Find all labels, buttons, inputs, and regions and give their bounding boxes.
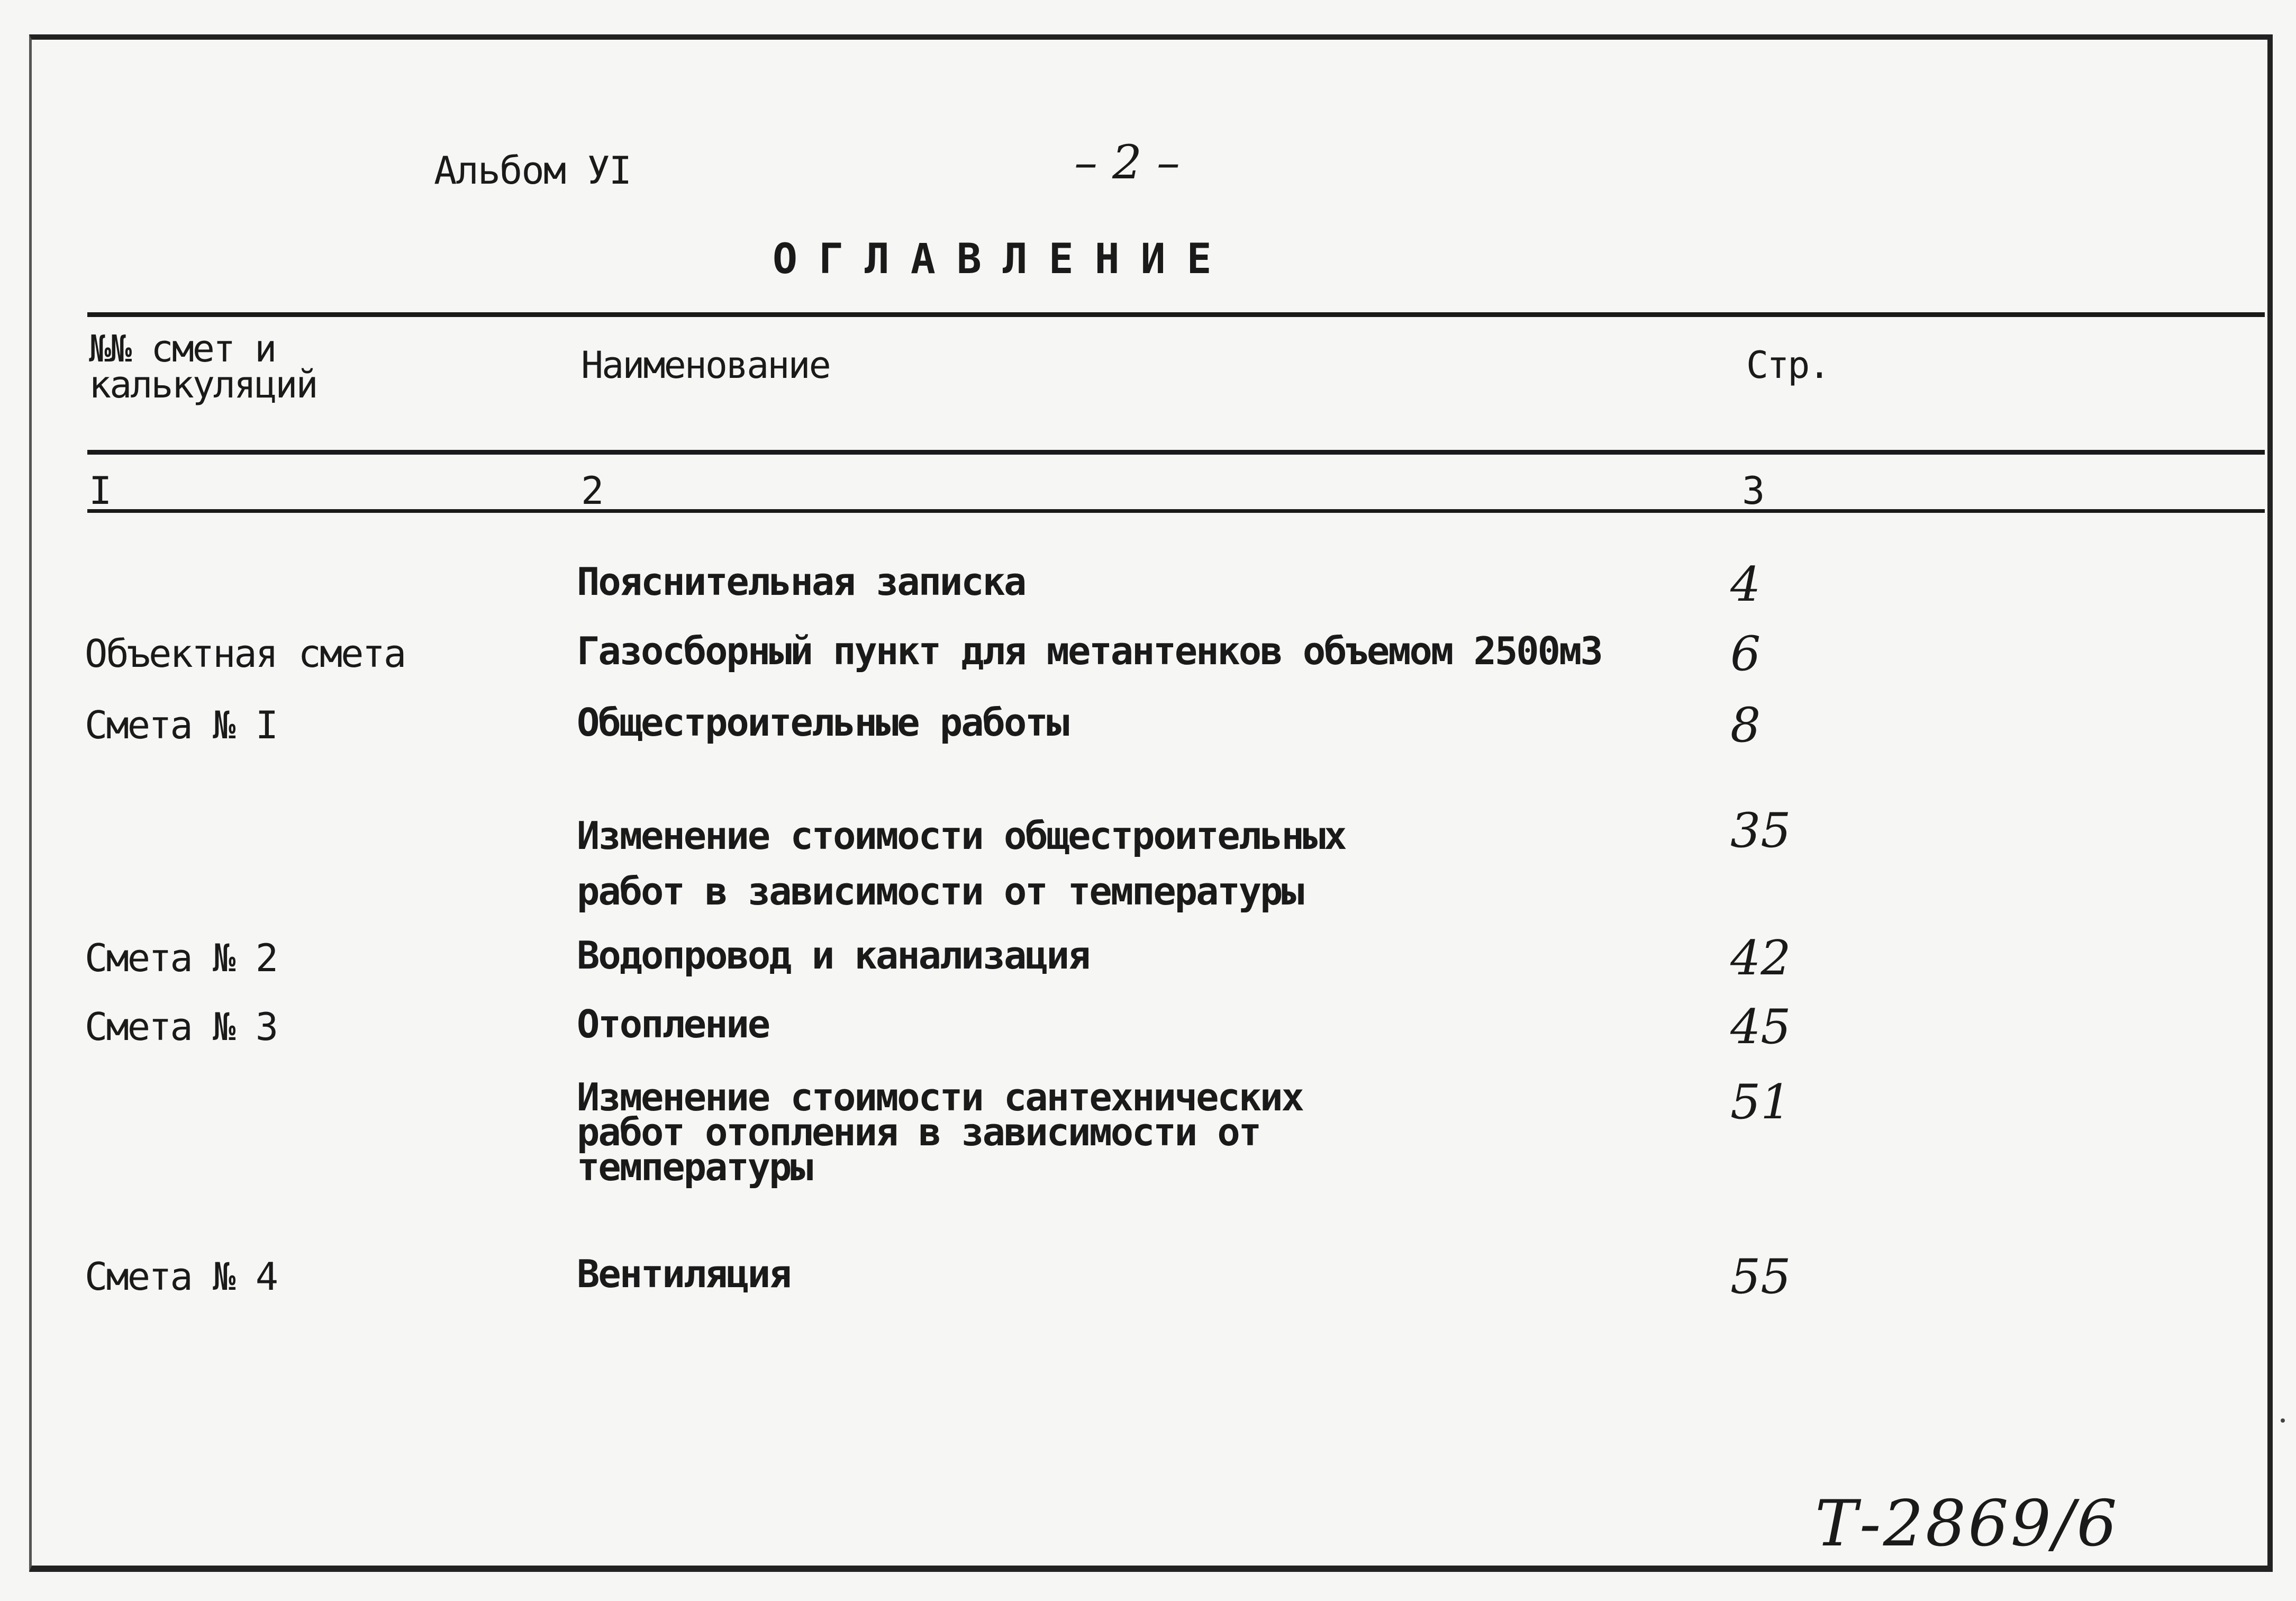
row-code: Смета № 4 — [85, 1254, 277, 1299]
row-page: 6 — [1730, 626, 1761, 682]
column-header-page: Стр. — [1746, 343, 1829, 387]
row-name: Водопровод и канализация — [577, 933, 1090, 978]
column-numbers-rule — [87, 509, 2265, 513]
row-code: Смета № I — [85, 703, 277, 747]
column-number-2: 2 — [581, 468, 604, 513]
album-label: Альбом УI — [434, 148, 631, 193]
row-name: Пояснительная записка — [577, 559, 1026, 604]
row-page: 51 — [1730, 1074, 1791, 1130]
column-header-codes: №№ смет и калькуляций — [89, 327, 317, 406]
row-name: Изменение стоимости сантехнических работ отопления в зависимости от температуры — [577, 1075, 1303, 1189]
row-code: Смета № 2 — [85, 936, 277, 980]
table-top-rule — [87, 312, 2265, 317]
row-name: Изменение стоимости общестроительных работ в зависимости от температуры — [577, 813, 1346, 913]
row-name: Газосборный пункт для метантенков объемом 2500м3 — [577, 629, 1602, 673]
column-number-1: I — [89, 468, 112, 513]
row-page: 8 — [1730, 698, 1761, 753]
document-title: ОГЛАВЛЕНИЕ — [773, 236, 1233, 283]
row-page: 42 — [1730, 930, 1791, 986]
row-name: Отопление — [577, 1002, 769, 1046]
row-page: 45 — [1730, 999, 1791, 1055]
document-code: Т-2869/6 — [1815, 1487, 2119, 1561]
header-bottom-rule — [87, 450, 2265, 455]
column-header-name: Наименование — [581, 343, 830, 387]
row-page: 55 — [1730, 1249, 1791, 1305]
row-name: Вентиляция — [577, 1252, 791, 1296]
row-code: Смета № 3 — [85, 1005, 277, 1049]
row-code: Объектная смета — [85, 631, 405, 676]
row-name: Общестроительные работы — [577, 700, 1068, 745]
page-number: – 2 – — [1074, 135, 1180, 189]
row-page: 35 — [1730, 803, 1791, 858]
row-page: 4 — [1730, 557, 1761, 612]
scan-dot — [2281, 1418, 2285, 1423]
column-number-3: 3 — [1742, 468, 1765, 513]
